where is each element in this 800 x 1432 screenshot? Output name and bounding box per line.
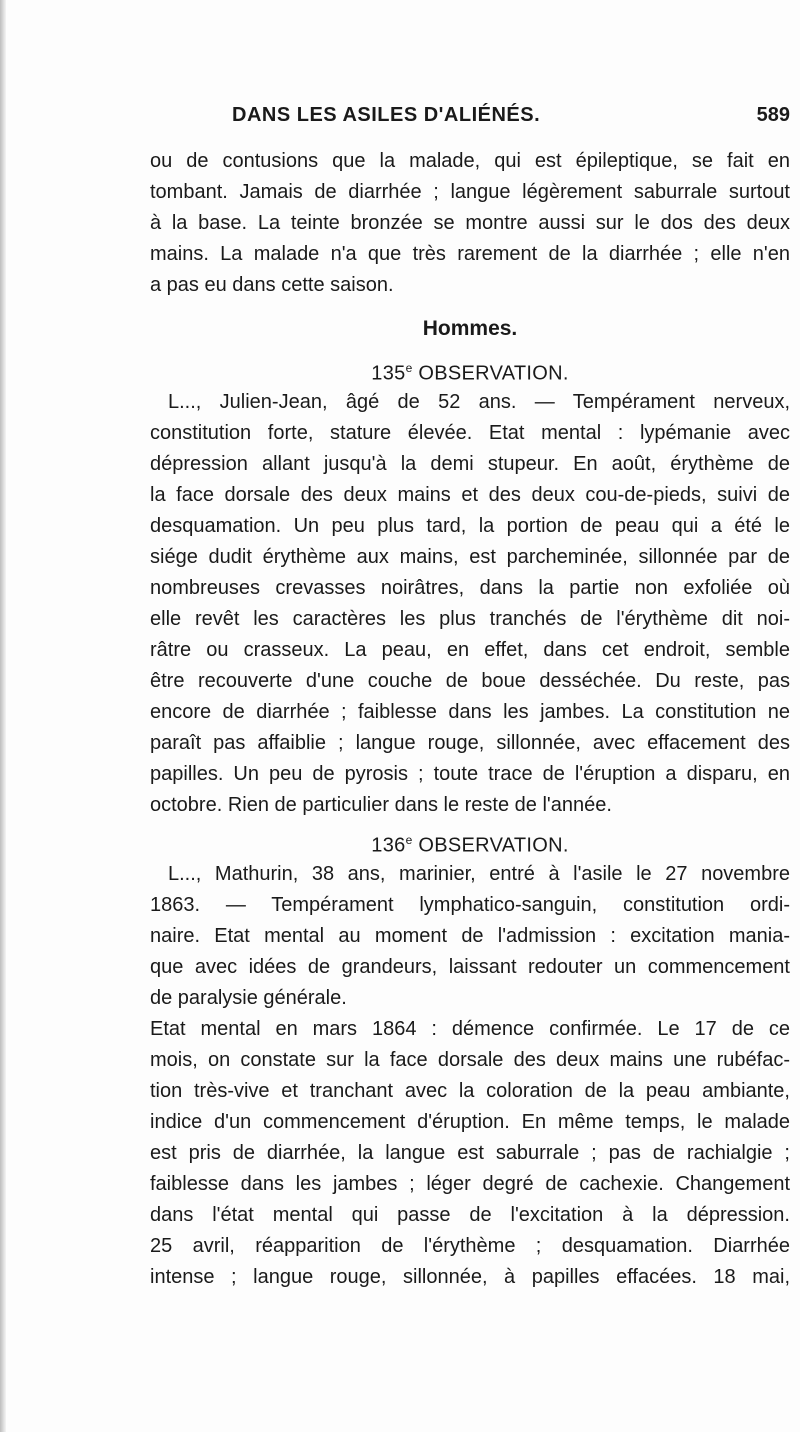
text-line: mains. La malade n'a que très rarement de la diarrhée ; elle n'en bbox=[150, 243, 790, 265]
text-line: Etat mental en mars 1864 : démence confirmée. Le 17 de ce bbox=[150, 1018, 790, 1040]
text-line: dépression allant jusqu'à la demi stupeur. En août, érythème de bbox=[150, 453, 790, 475]
text-line: paraît pas affaiblie ; langue rouge, sillonnée, avec effacement des bbox=[150, 732, 790, 754]
text-line: être recouverte d'une couche de boue desséchée. Du reste, pas bbox=[150, 670, 790, 692]
text-line: 25 avril, réapparition de l'érythème ; desquamation. Diarrhée bbox=[150, 1235, 790, 1257]
text-line: ou de contusions que la malade, qui est épileptique, se fait en bbox=[150, 150, 790, 172]
observation-136-heading bbox=[150, 821, 790, 859]
observation-135-body bbox=[150, 387, 790, 821]
page-number: 589 bbox=[756, 104, 790, 126]
text-line: naire. Etat mental au moment de l'admission : excitation mania- bbox=[150, 925, 790, 947]
observation-136-body bbox=[150, 859, 790, 1293]
section-heading: Hommes. bbox=[422, 317, 518, 340]
observation-135-heading bbox=[150, 349, 790, 387]
text-line: L..., Julien-Jean, âgé de 52 ans. — Tempérament nerveux, bbox=[168, 391, 790, 413]
text-line: elle revêt les caractères les plus tranchés de l'érythème dit noi- bbox=[150, 608, 790, 630]
observation-ordinal-suffix: e bbox=[405, 361, 413, 375]
running-title: DANS LES ASILES D'ALIÉNÉS. bbox=[232, 104, 541, 126]
text-line: a pas eu dans cette saison. bbox=[150, 274, 394, 296]
text-line: encore de diarrhée ; faiblesse dans les jambes. La constitution ne bbox=[150, 701, 790, 723]
text-line: indice d'un commencement d'éruption. En même temps, le malade bbox=[150, 1111, 790, 1133]
text-line: tombant. Jamais de diarrhée ; langue légèrement saburrale surtout bbox=[150, 181, 790, 203]
text-line: râtre ou crasseux. La peau, en effet, dans cet endroit, semble bbox=[150, 639, 790, 661]
page-binding-edge bbox=[0, 0, 6, 1432]
observation-number: 136 bbox=[371, 834, 406, 857]
text-line: intense ; langue rouge, sillonnée, à papilles effacées. 18 mai, bbox=[150, 1266, 790, 1288]
text-line: faiblesse dans les jambes ; léger degré de cachexie. Changement bbox=[150, 1173, 790, 1195]
intro-paragraph bbox=[150, 146, 790, 301]
text-line: L..., Mathurin, 38 ans, marinier, entré à l'asile le 27 novembre bbox=[168, 863, 790, 885]
page-text bbox=[150, 146, 790, 1293]
observation-label: OBSERVATION. bbox=[418, 834, 569, 857]
text-line: nombreuses crevasses noirâtres, dans la partie non exfoliée où bbox=[150, 577, 790, 599]
text-line: octobre. Rien de particulier dans le reste de l'année. bbox=[150, 794, 612, 816]
text-line: de paralysie générale. bbox=[150, 987, 347, 1009]
text-line: mois, on constate sur la face dorsale des deux mains une rubéfac- bbox=[150, 1049, 790, 1071]
observation-ordinal-suffix: e bbox=[405, 833, 413, 847]
text-line: est pris de diarrhée, la langue est saburrale ; pas de rachialgie ; bbox=[150, 1142, 790, 1164]
observation-number: 135 bbox=[371, 362, 406, 385]
text-line: dans l'état mental qui passe de l'excitation à la dépression. bbox=[150, 1204, 790, 1226]
running-head bbox=[150, 104, 790, 136]
text-line: 1863. — Tempérament lymphatico-sanguin, constitution ordi- bbox=[150, 894, 790, 916]
text-line: papilles. Un peu de pyrosis ; toute trace de l'éruption a disparu, en bbox=[150, 763, 790, 785]
text-line: la face dorsale des deux mains et des deux cou-de-pieds, suivi de bbox=[150, 484, 790, 506]
text-line: que avec idées de grandeurs, laissant redouter un commencement bbox=[150, 956, 790, 978]
text-line: desquamation. Un peu plus tard, la portion de peau qui a été le bbox=[150, 515, 790, 537]
text-line: siége dudit érythème aux mains, est parcheminée, sillonnée par de bbox=[150, 546, 790, 568]
observation-label: OBSERVATION. bbox=[418, 362, 569, 385]
text-line: tion très-vive et tranchant avec la coloration de la peau ambiante, bbox=[150, 1080, 790, 1102]
text-line: à la base. La teinte bronzée se montre aussi sur le dos des deux bbox=[150, 212, 790, 234]
text-line: constitution forte, stature élevée. Etat mental : lypémanie avec bbox=[150, 422, 790, 444]
